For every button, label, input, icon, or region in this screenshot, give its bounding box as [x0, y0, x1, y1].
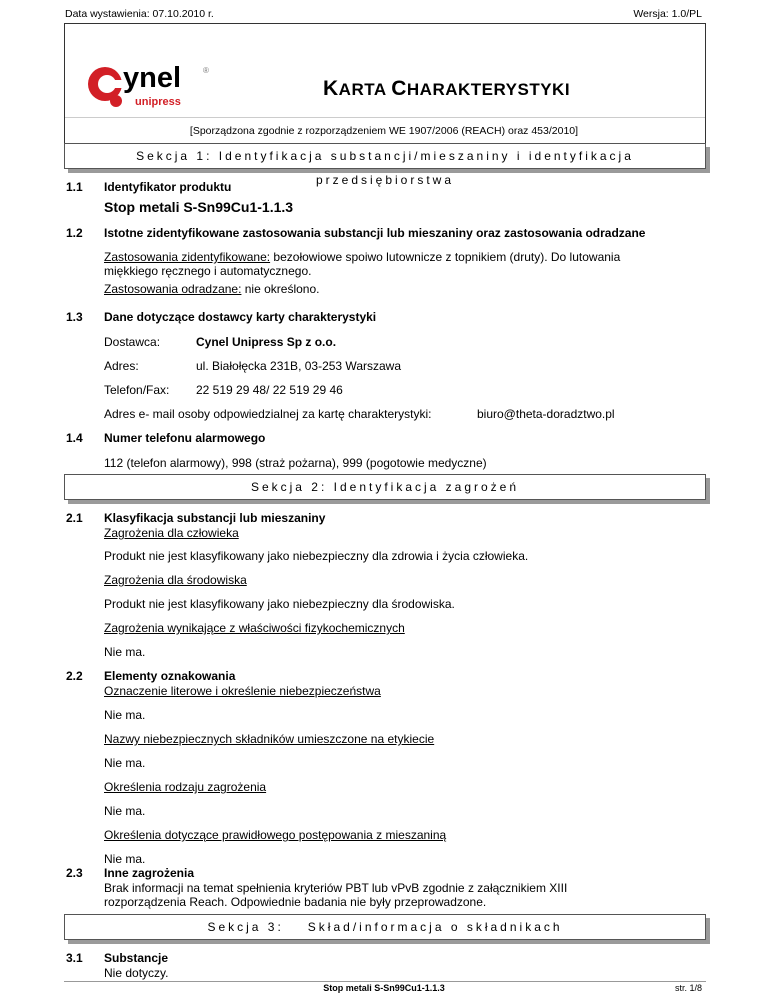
- human-hazard-label: Zagrożenia dla człowieka: [104, 526, 239, 540]
- document-title: KARTA CHARAKTERYSTYKI: [323, 77, 571, 100]
- other-hazards-line1: Brak informacji na temat spełnienia kryteriów PBT lub vPvB zgodnie z załącznikiem XIII: [104, 881, 568, 895]
- s14-number: 1.4: [66, 431, 83, 445]
- footer-product: Stop metali S-Sn99Cu1-1.1.3: [323, 983, 445, 993]
- address-label: Adres:: [104, 359, 139, 373]
- s21-number: 2.1: [66, 511, 83, 525]
- footer-rule: [64, 981, 706, 982]
- section-1-title: Sekcja 1: Identyfikacja substancji/mieszaniny i identyfikacja przedsiębiorstwa: [64, 143, 706, 169]
- human-hazard-text: Produkt nie jest klasyfikowany jako niebezpieczny dla zdrowia i życia człowieka.: [104, 549, 529, 563]
- risk-phrases-text: Nie ma.: [104, 804, 146, 818]
- section-2-title: Sekcja 2: Identyfikacja zagrożeń: [64, 474, 706, 500]
- supplier-value: Cynel Unipress Sp z o.o.: [196, 335, 337, 349]
- s14-title: Numer telefonu alarmowego: [104, 431, 266, 445]
- phys-hazard-label: Zagrożenia wynikające z właściwości fizykochemicznych: [104, 621, 405, 635]
- s12-number: 1.2: [66, 226, 83, 240]
- version-label: Wersja: 1.0/PL: [633, 8, 702, 20]
- s12-title: Istotne zidentyfikowane zastosowania substancji lub mieszaniny oraz zastosowania odradzane: [104, 226, 646, 240]
- s31-text: Nie dotyczy.: [104, 966, 169, 980]
- email-value[interactable]: biuro@theta-doradztwo.pl: [477, 407, 615, 421]
- safety-phrases-text: Nie ma.: [104, 852, 146, 866]
- s22-title: Elementy oznakowania: [104, 669, 236, 683]
- address-value: ul. Białołęcka 231B, 03-253 Warszawa: [196, 359, 401, 373]
- safety-phrases-label: Określenia dotyczące prawidłowego postępowania z mieszaniną: [104, 828, 447, 842]
- footer-page: str. 1/8: [674, 983, 702, 993]
- company-logo: [85, 64, 209, 114]
- s22-number: 2.2: [66, 669, 83, 683]
- emergency-numbers: 112 (telefon alarmowy), 998 (straż pożarna), 999 (pogotowie medyczne): [104, 456, 487, 470]
- s31-title: Substancje: [104, 951, 169, 965]
- issue-date: Data wystawienia: 07.10.2010 r.: [65, 8, 214, 20]
- risk-phrases-label: Określenia rodzaju zagrożenia: [104, 780, 267, 794]
- phone-value: 22 519 29 48/ 22 519 29 46: [196, 383, 343, 397]
- s11-number: 1.1: [66, 180, 83, 194]
- registered-mark: ®: [203, 66, 209, 75]
- s31-number: 3.1: [66, 951, 83, 965]
- s13-number: 1.3: [66, 310, 83, 324]
- hazardous-names-label: Nazwy niebezpiecznych składników umieszczone na etykiecie: [104, 732, 435, 746]
- s23-number: 2.3: [66, 866, 83, 880]
- other-hazards-line2: rozporządzenia Reach. Odpowiednie badania nie były przeprowadzone.: [104, 895, 487, 909]
- env-hazard-label: Zagrożenia dla środowiska: [104, 573, 247, 587]
- section-3-title: Sekcja 3: Skład/informacja o składnikach: [64, 914, 706, 940]
- identified-uses: Zastosowania zidentyfikowane: bezołowiowe spoiwo lutownicze z topnikiem (druty). Do lutowania: [104, 250, 621, 264]
- phone-label: Telefon/Fax:: [104, 383, 170, 397]
- s23-title: Inne zagrożenia: [104, 866, 195, 880]
- letter-symbol-text: Nie ma.: [104, 708, 146, 722]
- advised-against: Zastosowania odradzane: nie określono.: [104, 282, 320, 296]
- s11-title: Identyfikator produktu: [104, 180, 232, 194]
- letter-symbol-label: Oznaczenie literowe i określenie niebezpieczeństwa: [104, 684, 381, 698]
- s13-title: Dane dotyczące dostawcy karty charakterystyki: [104, 310, 377, 324]
- logo-subtext: unipress: [135, 96, 181, 108]
- identified-uses-cont: miękkiego ręcznego i automatycznego.: [104, 264, 312, 278]
- supplier-label: Dostawca:: [104, 335, 161, 349]
- regulation-note: [Sporządzona zgodnie z rozporządzeniem WE 1907/2006 (REACH) oraz 453/2010]: [189, 125, 579, 137]
- env-hazard-text: Produkt nie jest klasyfikowany jako niebezpieczny dla środowiska.: [104, 597, 455, 611]
- hazardous-names-text: Nie ma.: [104, 756, 146, 770]
- email-label: Adres e- mail osoby odpowiedzialnej za kartę charakterystyki:: [104, 407, 432, 421]
- logo-text: ynel: [123, 62, 182, 94]
- s21-title: Klasyfikacja substancji lub mieszaniny: [104, 511, 326, 525]
- product-name: Stop metali S-Sn99Cu1-1.1.3: [104, 199, 294, 215]
- phys-hazard-text: Nie ma.: [104, 645, 146, 659]
